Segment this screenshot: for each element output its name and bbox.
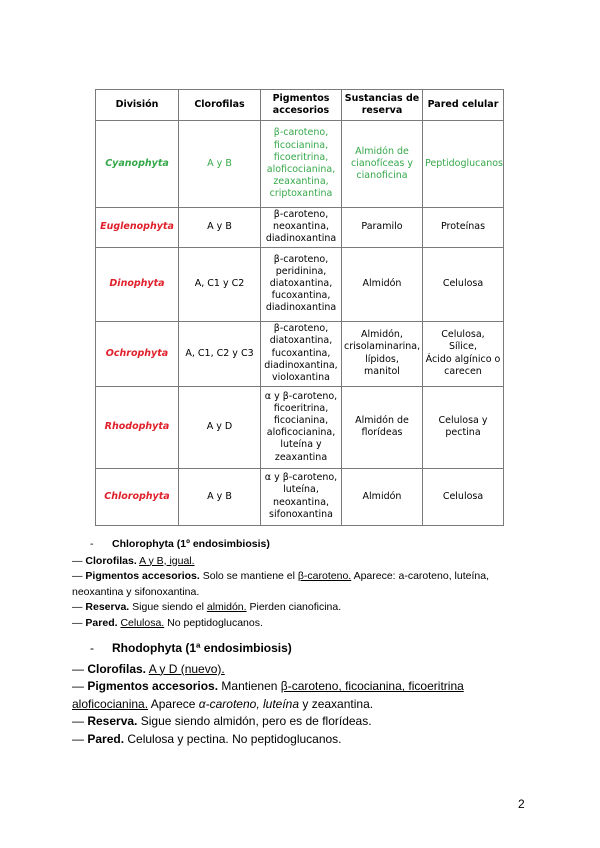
pigments-cell [261,208,342,248]
table-body [96,121,504,526]
table-header-row [96,90,504,121]
chlorophyta-notes [72,537,542,631]
chlorophylls-cell: A y B [179,468,261,525]
chlorophylls-cell: A, C1 y C2 [179,247,261,321]
algae-table [95,89,504,526]
division-cell: Ochrophyta [96,321,179,386]
table-row [96,386,504,468]
column-header: Sustancias de reserva [342,90,423,121]
column-header: Pared celular [423,90,504,121]
wall-cell [423,321,504,386]
chlorophylls-cell: A y B [179,121,261,208]
division-cell: Dinophyta [96,247,179,321]
cell-line: Ácido algínico o [425,353,501,365]
cell-line: Almidón de [355,145,409,157]
cell-line: pectina [445,427,481,439]
reserve-cell [342,468,423,525]
column-header: Pigmentos accesorios [261,90,342,121]
cell-line: zeaxantina [274,451,328,463]
chlorophyta-pared: — Pared. Celulosa. No peptidoglucanos. [72,616,263,629]
cell-line: β-caroteno, [273,127,329,139]
reserve-cell [342,208,423,248]
reserve-cell [342,321,423,386]
cell-line: Almidón [362,490,402,502]
rhodophyta-pared: — Pared. Celulosa y pectina. No peptidoglucanos. [72,731,342,746]
chlorophyta-pigmentos-cont: neoxantina y sifonoxantina. [72,585,200,598]
cell-line: florídeas [361,427,403,439]
cell-line: ficoeritrina, [273,151,329,163]
reserve-cell [342,386,423,468]
cell-line: Almidón, [361,329,403,341]
chlorophyta-clorofilas: — Clorofilas. A y B, igual. [72,554,195,567]
table-row [96,208,504,248]
division-cell: Rhodophyta [96,386,179,468]
cell-line: peridinina, [275,265,327,277]
cell-line: β-caroteno, [273,323,329,335]
cell-line: lípidos, [365,353,399,365]
pigments-cell [261,386,342,468]
cell-line: Almidón de [355,414,409,426]
cell-line: carecen [444,365,482,377]
cell-line: diatoxantina, [269,335,333,347]
wall-cell [423,386,504,468]
pigments-cell [261,321,342,386]
cell-line: Almidón [362,278,402,289]
column-header: Clorofilas [179,90,261,121]
cell-line: fucoxantina, [271,290,331,302]
division-cell: Euglenophyta [96,208,179,248]
rhodophyta-pigmentos: — Pigmentos accesorios. Mantienen β-caroteno, ficocianina, ficoeritrina [72,679,464,694]
cell-line: manitol [364,365,400,377]
cell-line: Celulosa [442,490,484,502]
cell-line: criptoxantina [269,188,333,200]
cell-line: diadinoxantina, [264,359,338,371]
cell-line: ficoeritrina, [273,402,329,414]
cell-line: Paramilo [361,221,403,233]
chlorophyta-reserva: — Reserva. Sigue siendo el almidón. Pierden cianoficina. [72,601,342,613]
cell-line: α y β-caroteno, [264,472,338,484]
cell-line: α y β-caroteno, [264,390,338,402]
chlorophyta-pigmentos: — Pigmentos accesorios. Solo se mantiene el β-caroteno. Aparece: a-caroteno, luteína, [72,570,489,582]
cell-line: aloficocianina, [266,164,336,175]
cell-line: cianoficina [356,170,408,182]
cell-line: diadinoxantina [265,302,337,314]
cell-line: fucoxantina, [271,347,331,359]
cell-line: Celulosa, [441,329,485,341]
table-row [96,121,504,208]
rhodophyta-notes [72,640,542,749]
cell-line: Proteínas [440,221,486,233]
reserve-cell [342,247,423,321]
page-number: 2 [518,797,525,811]
cell-line: crisolaminarina, [344,341,421,353]
division-cell: Chlorophyta [96,468,179,525]
cell-line: ficocianina, [273,414,329,426]
rhodophyta-reserva: — Reserva. Sigue siendo almidón, pero es de florídeas. [72,714,372,729]
cell-line: Celulosa y [438,414,488,426]
wall-cell [423,121,504,208]
pigments-cell [261,121,342,208]
table-row [96,468,504,525]
wall-cell [423,468,504,525]
cell-line: Celulosa [442,278,484,289]
cell-line: cianofíceas y [351,157,413,169]
chlorophylls-cell: A, C1, C2 y C3 [179,321,261,386]
rhodophyta-clorofilas: — Clorofilas. A y D (nuevo). [72,661,225,676]
cell-line: Sílice, [448,341,478,353]
rhodophyta-heading: - Rhodophyta (1ª endosimbiosis) [90,641,292,655]
wall-cell [423,208,504,248]
division-cell: Cyanophyta [96,121,179,208]
rhodophyta-pigmentos-cont: aloficocianina. Aparece α-caroteno, luteína y zeaxantina. [72,696,374,711]
pigments-cell [261,468,342,525]
cell-line: neoxantina, [272,221,330,233]
cell-line: diatoxantina, [269,278,333,289]
table-row [96,247,504,321]
cell-line: luteína, [283,484,319,496]
cell-line: aloficocianina, [266,427,336,439]
pigments-cell [261,247,342,321]
cell-line: luteína y [280,439,322,451]
cell-line: ficocianina, [273,139,329,151]
cell-line: sifonoxantina [269,508,333,520]
wall-cell [423,247,504,321]
cell-line: zeaxantina, [273,176,329,188]
chlorophylls-cell: A y D [179,386,261,468]
chlorophylls-cell: A y B [179,208,261,248]
chlorophyta-heading: - Chlorophyta (1º endosimbiosis) [90,538,270,550]
cell-line: neoxantina, [272,496,330,508]
cell-line: Peptidoglucanos [425,157,503,169]
cell-line: diadinoxantina [265,233,337,245]
reserve-cell [342,121,423,208]
cell-line: β-caroteno, [273,253,329,265]
cell-line: β-caroteno, [273,209,329,220]
cell-line: violoxantina [272,371,330,383]
column-header: División [96,90,179,121]
table-row [96,321,504,386]
